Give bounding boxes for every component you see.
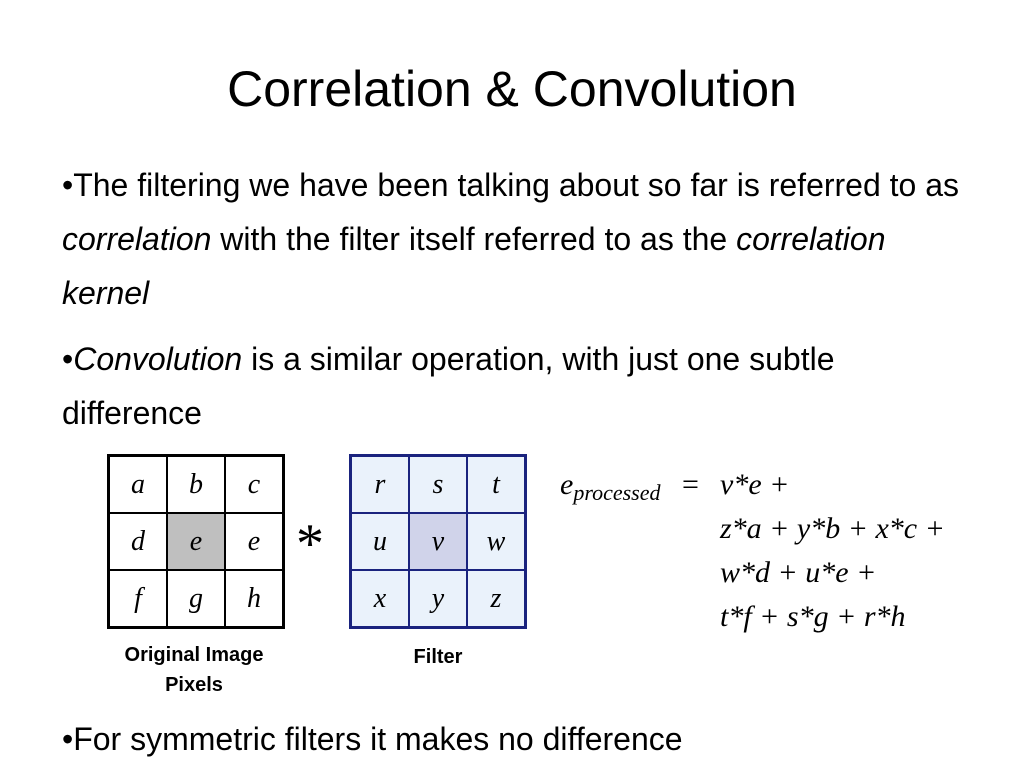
bullet-correlation [62, 158, 962, 320]
equation-line: z*a + y*b + x*c + [720, 512, 945, 545]
caption-filter: Filter [413, 646, 463, 668]
filter-cell: y [409, 570, 467, 628]
pixel-cell: g [167, 570, 225, 628]
filter-cell: t [467, 456, 526, 514]
term-convolution: Convolution [73, 341, 243, 377]
bullet-text: with the filter itself referred to as the [211, 221, 737, 257]
image-pixel-grid [107, 454, 285, 629]
pixel-cell: d [109, 513, 168, 570]
equation-line: t*f + s*g + r*h [720, 600, 906, 633]
pixel-cell: f [109, 570, 168, 628]
equation-lhs-subscript: processed [573, 480, 661, 505]
pixel-cell-center: e [167, 513, 225, 570]
pixel-cell: h [225, 570, 284, 628]
slide-title: Correlation & Convolution [227, 61, 797, 117]
filter-cell: u [351, 513, 410, 570]
filter-cell: z [467, 570, 526, 628]
filter-cell: r [351, 456, 410, 514]
filter-cell: x [351, 570, 410, 628]
bullet-text: is a similar operation, with just one subtle difference [62, 341, 835, 431]
term-correlation: correlation [62, 221, 212, 257]
pixel-cell: c [225, 456, 284, 514]
equation-lhs [560, 463, 661, 515]
caption-original-image: Original Image Pixels [124, 644, 264, 696]
equation-lhs-base: e [560, 468, 574, 501]
pixel-cell: e [225, 513, 284, 570]
equation-line: w*d + u*e + [720, 556, 877, 589]
filter-cell-center: v [409, 513, 467, 570]
convolution-operator: * [296, 513, 324, 575]
filter-cell: w [467, 513, 526, 570]
equation-line: v*e + [720, 468, 790, 501]
bullet-convolution [62, 332, 962, 440]
equation-equals: = [682, 468, 699, 501]
filter-cell: s [409, 456, 467, 514]
bullet-text: •The filtering we have been talking about so far is referred to as [62, 167, 960, 203]
bullet-symmetric: •For symmetric filters it makes no difference [62, 721, 683, 757]
pixel-cell: a [109, 456, 168, 514]
bullet-dot: • [62, 341, 74, 377]
term-correlation-kernel: correlation kernel [62, 221, 886, 311]
pixel-cell: b [167, 456, 225, 514]
filter-grid [349, 454, 527, 629]
